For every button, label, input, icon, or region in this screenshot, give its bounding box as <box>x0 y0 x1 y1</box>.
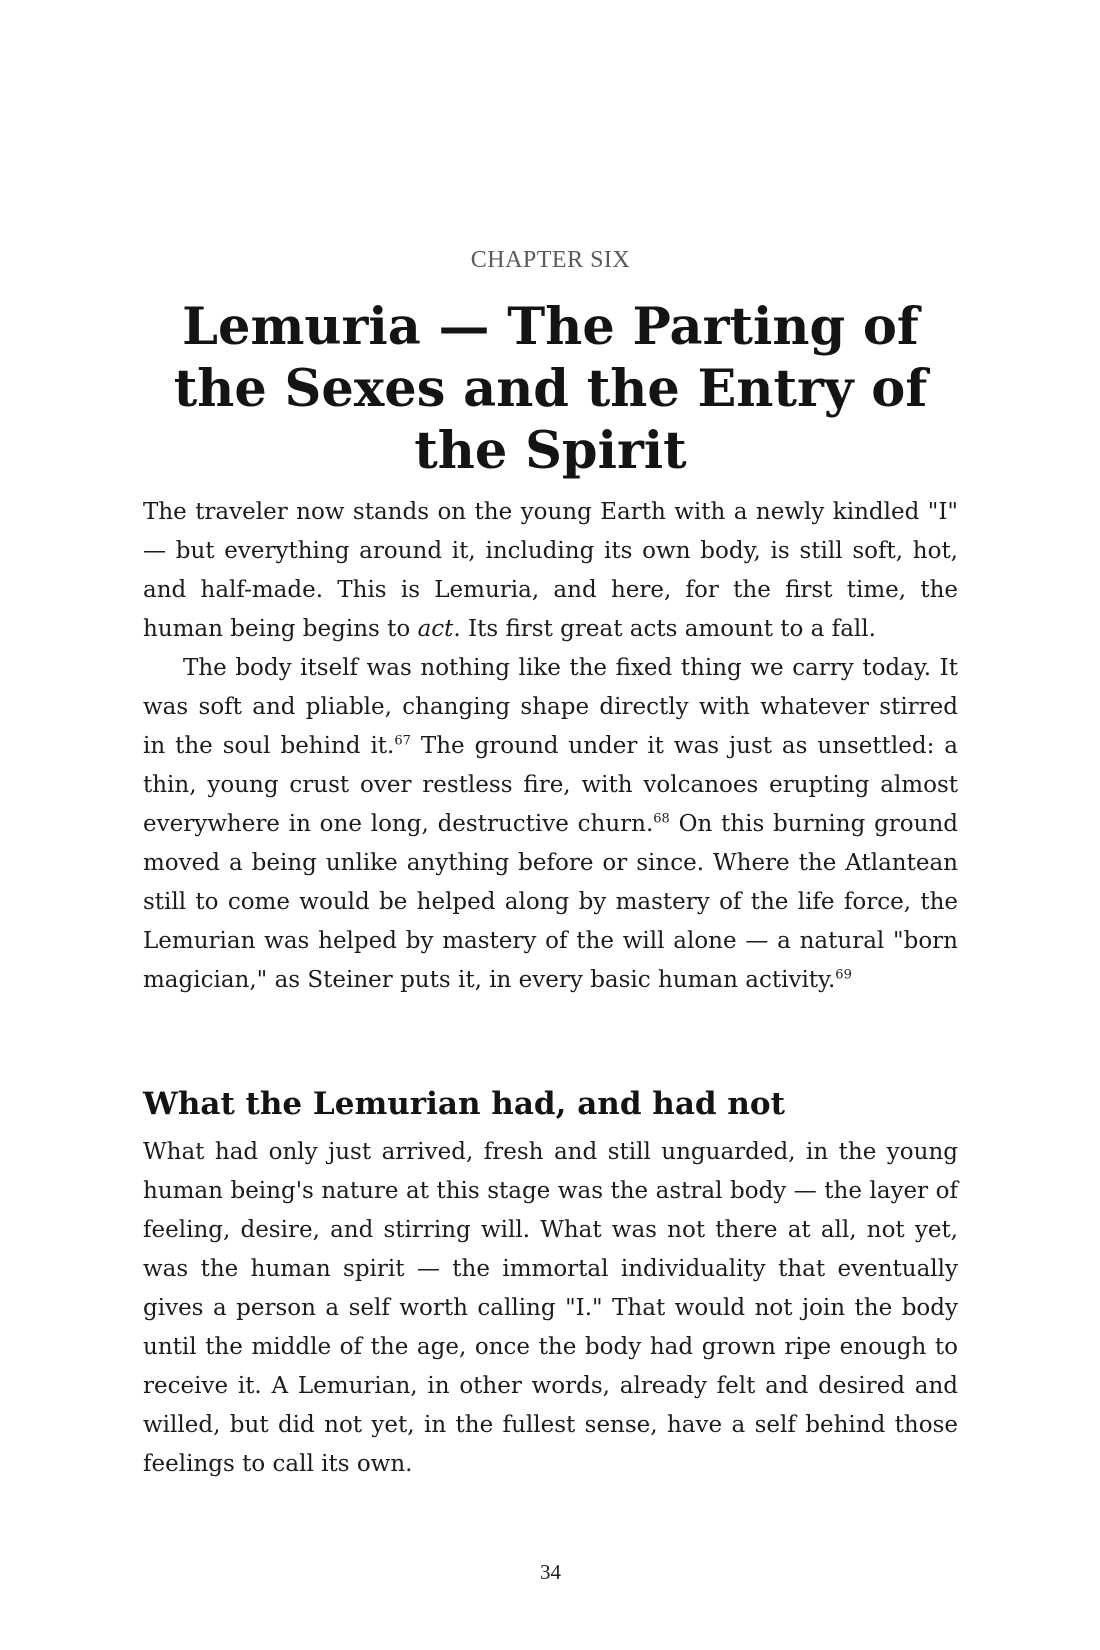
paragraph-intro-text: The traveler now stands on the young Earth with a newly kindled "I" — but everything around it, including its own body, is still soft, hot, and half-made. This is Lemuria, and here, for the first time, the human being begins to <box>143 499 958 642</box>
footnote-ref-68[interactable]: 68 <box>653 811 670 827</box>
chapter-label: CHAPTER SIX <box>470 247 631 273</box>
paragraph-body <box>143 649 958 1000</box>
chapter-title: Lemuria — The Parting of the Sexes and the Entry of the Spirit <box>173 297 928 481</box>
paragraph-intro <box>143 493 958 649</box>
emphasis-act: act <box>417 616 454 642</box>
paragraph-body-part1: The body itself was nothing like the fixed thing we carry today. It was soft and pliable, changing shape directly with whatever stirred in the soul behind it. <box>143 655 958 759</box>
footnote-ref-69[interactable]: 69 <box>835 967 852 983</box>
section-heading: What the Lemurian had, and had not <box>143 1086 785 1122</box>
paragraph-intro-text-end: . Its first great acts amount to a fall. <box>453 616 876 642</box>
book-page <box>143 0 958 1650</box>
footnote-ref-67[interactable]: 67 <box>394 733 411 749</box>
paragraph-section: What had only just arrived, fresh and still unguarded, in the young human being's nature at this stage was the astral body — the layer of feeling, desire, and stirring will. What was not there at all, not yet, was the human spirit — the immortal individuality that eventually gives a person a self worth calling "I." That would not join the body until the middle of the age, once the body had grown ripe enough to receive it. A Lemurian, in other words, already felt and desired and willed, but did not yet, in the fullest sense, have a self behind those feelings to call its own. <box>143 1139 958 1477</box>
paragraph-body-part2: The ground under it was just as unsettled: a thin, young crust over restless fire, with volcanoes erupting almost everywhere in one long, destructive churn. <box>143 733 958 837</box>
paragraph-body-part3: On this burning ground moved a being unlike anything before or since. Where the Atlantean still to come would be helped along by mastery of the life force, the Lemurian was helped by mastery of the will alone — a natural "born magician," as Steiner puts it, in every basic human activity. <box>143 811 959 993</box>
page-number: 34 <box>540 1560 561 1584</box>
